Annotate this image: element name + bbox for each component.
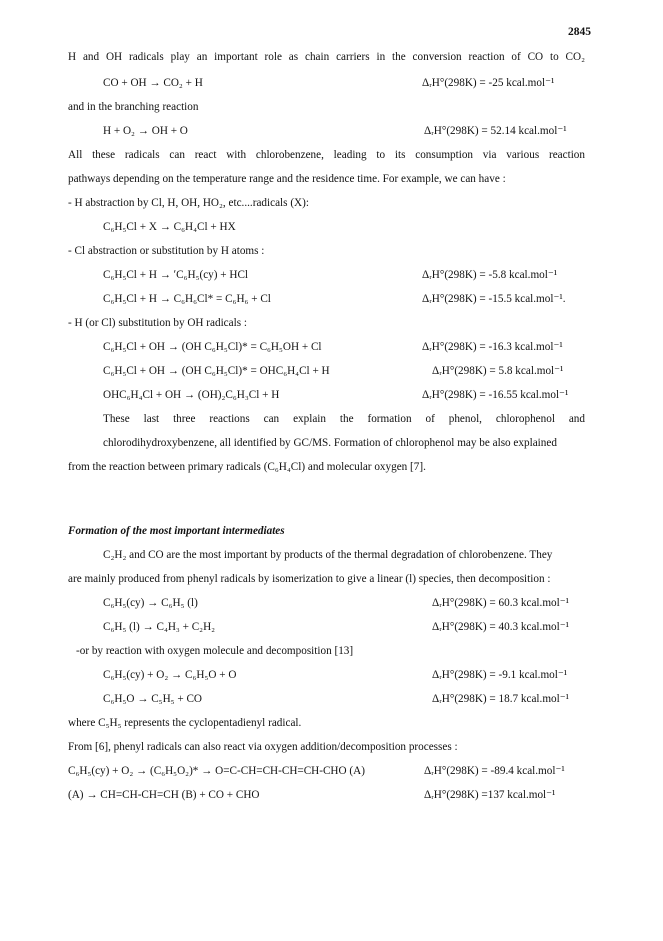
reaction-8-equation: OHC₆H₄Cl + OH → (OH)₂C₆H₃Cl + H — [103, 389, 280, 401]
h-abstraction-label: - H abstraction by Cl, H, OH, HO₂, etc....radicals (X): — [68, 197, 309, 209]
section-heading: Formation of the most important intermediates — [68, 525, 285, 537]
reaction-10-equation: C₆H₅ (l) → C₄H₃ + C₂H₂ — [103, 621, 216, 633]
reaction-6-equation: C₆H₅Cl + OH → (OH C₆H₅Cl)* = C₆H₅OH + Cl — [103, 341, 322, 353]
reaction-3-equation: C₆H₅Cl + X → C₆H₄Cl + HX — [103, 221, 236, 233]
intro-text: H and OH radicals play an important role as chain carriers in the conversion reaction of CO to CO₂ — [68, 51, 585, 63]
reaction-2-enthalpy: ΔᵣH°(298K) = 52.14 kcal.mol⁻¹ — [424, 125, 567, 137]
page-number: 2845 — [568, 26, 591, 38]
paragraph-1-line-1: All these radicals can react with chlorobenzene, leading to its consumption via various reaction — [68, 149, 585, 161]
reaction-9-enthalpy: ΔᵣH°(298K) = 60.3 kcal.mol⁻¹ — [432, 597, 569, 609]
reaction-1-enthalpy: ΔᵣH°(298K) = -25 kcal.mol⁻¹ — [422, 77, 555, 89]
branching-text: and in the branching reaction — [68, 101, 199, 113]
paragraph-2-line-2: chlorodihydroxybenzene, all identified by GC/MS. Formation of chlorophenol may be also explained — [103, 437, 557, 449]
paragraph-1-line-2: pathways depending on the temperature range and the residence time. For example, we can have : — [68, 173, 506, 185]
reaction-8-enthalpy: ΔᵣH°(298K) = -16.55 kcal.mol⁻¹ — [422, 389, 569, 401]
reaction-2-equation: H + O₂ → OH + O — [103, 125, 188, 137]
reaction-13-equation: C₆H₅(cy) + O₂ → (C₆H₅O₂)* → O=C-CH=CH-CH=CH-CHO (A) — [68, 765, 365, 777]
paragraph-3-line-1: C₂H₂ and CO are the most important by products of the thermal degradation of chlorobenzene. They — [103, 549, 553, 561]
paragraph-2-line-3: from the reaction between primary radicals (C₆H₄Cl) and molecular oxygen [7]. — [68, 461, 426, 473]
reaction-7-enthalpy: ΔᵣH°(298K) = 5.8 kcal.mol⁻¹ — [432, 365, 564, 377]
reaction-12-equation: C₆H₅O → C₅H₅ + CO — [103, 693, 202, 705]
paragraph-2-line-1: These last three reactions can explain the formation of phenol, chlorophenol and — [103, 413, 585, 425]
reaction-1-equation: CO + OH → CO₂ + H — [103, 77, 203, 89]
reaction-4-enthalpy: ΔᵣH°(298K) = -5.8 kcal.mol⁻¹ — [422, 269, 558, 281]
from-ref-6-text: From [6], phenyl radicals can also react via oxygen addition/decomposition processes : — [68, 741, 458, 753]
paragraph-3-line-2: are mainly produced from phenyl radicals by isomerization to give a linear (l) species, then decomposition : — [68, 573, 551, 585]
reaction-11-enthalpy: ΔᵣH°(298K) = -9.1 kcal.mol⁻¹ — [432, 669, 568, 681]
reaction-14-equation: (A) → CH=CH-CH=CH (B) + CO + CHO — [68, 789, 260, 801]
oh-substitution-label: - H (or Cl) substitution by OH radicals : — [68, 317, 247, 329]
where-text: where C₅H₅ represents the cyclopentadienyl radical. — [68, 717, 302, 729]
reaction-4-equation: C₆H₅Cl + H → ʹC₆H₅(cy) + HCl — [103, 269, 249, 281]
or-by-reaction-text: -or by reaction with oxygen molecule and decomposition [13] — [76, 645, 354, 657]
reaction-12-enthalpy: ΔᵣH°(298K) = 18.7 kcal.mol⁻¹ — [432, 693, 569, 705]
reaction-5-equation: C₆H₅Cl + H → C₆H₆Cl* = C₆H₆ + Cl — [103, 293, 271, 305]
reaction-10-enthalpy: ΔᵣH°(298K) = 40.3 kcal.mol⁻¹ — [432, 621, 569, 633]
reaction-14-enthalpy: ΔᵣH°(298K) =137 kcal.mol⁻¹ — [424, 789, 556, 801]
reaction-7-equation: C₆H₅Cl + OH → (OH C₆H₅Cl)* = OHC₆H₄Cl + H — [103, 365, 330, 377]
reaction-6-enthalpy: ΔᵣH°(298K) = -16.3 kcal.mol⁻¹ — [422, 341, 563, 353]
reaction-5-enthalpy: ΔᵣH°(298K) = -15.5 kcal.mol⁻¹. — [422, 293, 566, 305]
reaction-11-equation: C₆H₅(cy) + O₂ → C₆H₅O + O — [103, 669, 237, 681]
cl-abstraction-label: - Cl abstraction or substitution by H atoms : — [68, 245, 265, 257]
reaction-9-equation: C₆H₅(cy) → C₆H₅ (l) — [103, 597, 198, 609]
reaction-13-enthalpy: ΔᵣH°(298K) = -89.4 kcal.mol⁻¹ — [424, 765, 565, 777]
